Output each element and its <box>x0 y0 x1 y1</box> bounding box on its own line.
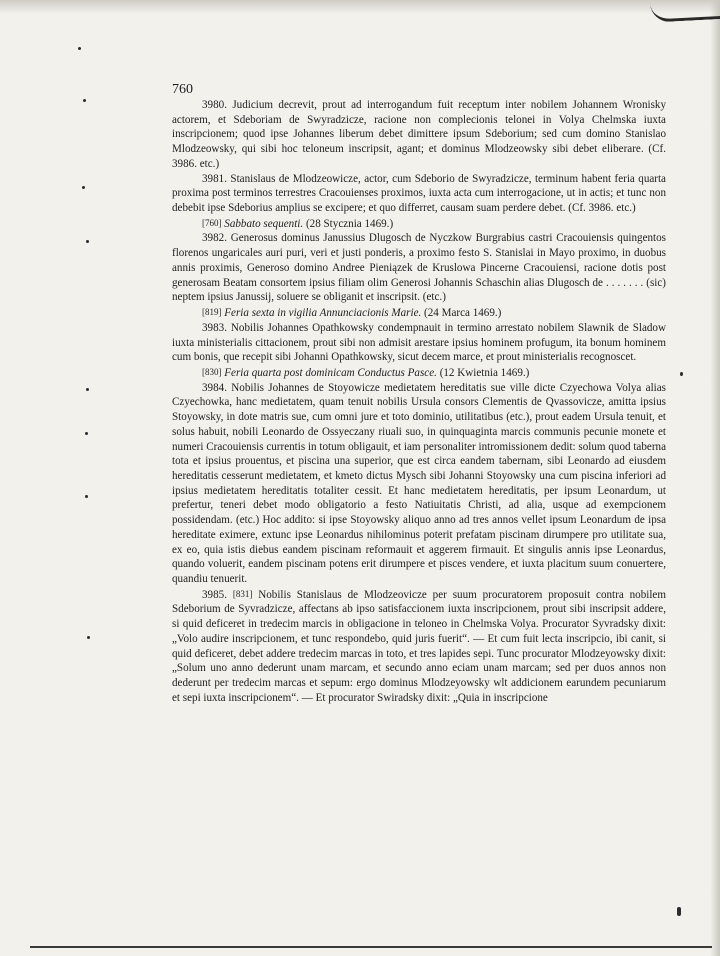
entry-number: 3982. <box>202 232 227 245</box>
date-modern: (24 Marca 1469.) <box>424 307 502 320</box>
marginal-number: [831] <box>232 588 253 599</box>
entry-text: Nobilis Johannes de Stoyowicze medietatem hereditatis sue ville dicte Czyechowa Volya alias Czyechowka, hanc medietatem, quam tenuit nobilis Ursula consors Clementis de Qvassovicze, amitta ipsius Stoyowsky, in dote matris sue, cum omni jure et toto dominio, utilitatibus (etc.), prout eadem Ursula tenuit, et solus habuit, nobili Leonardo de Ossyeczany riuali suo, in quinquaginta marcis communis pecunie monete et numeri Cracouiensis currentis in totum obligauit, et iam personaliter intromissionem dedit: solum quod taberna tota et ipsius prouentus, et piscina una superior, que est circa eandem tabernam, sibi Leonardo ad eiusdem hereditatis cesserunt medietatem, et kmeto dictus Mysch sibi Johanni Stoyowsky una cum piscina inferiori ad ipsius medietatem hereditatis totaliter cessit. Et hanc medietatem hereditatis, per ipsum Leonardum, ut prefertur, teneri debet modo obligatorio a festo Natiuitatis Christi, ad alia, usque ad exempcionem possidendam. (etc.) Hoc addito: si ipse Stoyowsky aliquo anno ad tres annos vellet ipsum Leonardum de ipsa hereditate eximere, extunc ipse Leonardus nihilominus poterit prefatam piscinam dirumpere pro utilitate sua, ex eo, quia istis diebus eandem piscinam reformauit et aggerem firmauit. Et singulis annis ipse Leonardus, quando voluerit, eandem piscinam potens erit dirumpere et pisces vendere, et iuxta placitum suum conuertere, quandiu tenuerit. <box>172 381 666 585</box>
entry-text: Stanislaus de Mlodzeowicze, actor, cum Sdeborio de Swyradzicze, terminum habent feria quarta proxima post terminos terrestres Cracouienses proximos, iuxta acta cum interrogacione, ut in actis; et tunc non debebit ipse Sdeborius amplius se excipere; et quo differret, causam suam perdere debet. (Cf. 3986. etc.) <box>172 172 666 215</box>
date-latin: Feria sexta in vigilia Annunciacionis Marie. <box>224 307 422 320</box>
speck <box>86 388 89 391</box>
speck <box>680 372 683 376</box>
entry-3983 <box>172 321 666 365</box>
date-modern: (12 Kwietnia 1469.) <box>439 366 530 379</box>
page-corner-curl <box>650 0 720 23</box>
date-heading <box>172 216 666 232</box>
entry-3980 <box>172 98 666 172</box>
entry-3981 <box>172 172 666 216</box>
entry-text: Generosus dominus Janussius Dlugosch de Nyczkow Burgrabius castri Cracouiensis quingentos florenos ungaricales auri puri, veri et justi ponderis, a proximo festo S. Stanislai in Mayo proximo, in duobus annis proximis, Generoso domino Andree Pieniązek de Kruslowa Pincerne Cracouiensi, racione dotis post generosam Beatam consortem ipsius filiam olim Generosi Johannis Schaschin alias Dlugosch de . . . . . . . (sic) neptem ipsius Janussij, soluere se obliganit et inscripsit. (etc.) <box>172 232 666 304</box>
speck <box>87 636 90 639</box>
speck <box>82 186 85 189</box>
page-number: 760 <box>172 82 193 97</box>
entry-number: 3984. <box>202 381 227 394</box>
date-latin: Feria quarta post dominicam Conductus Pasce. <box>224 366 437 379</box>
speck <box>85 495 88 498</box>
speck <box>86 240 89 243</box>
date-latin: Sabbato sequenti. <box>224 217 304 230</box>
marginal-number: [819] <box>202 307 222 318</box>
speck <box>85 432 88 435</box>
page-top-shadow <box>0 0 720 14</box>
date-modern: (28 Stycznia 1469.) <box>305 217 394 230</box>
entry-3984 <box>172 381 666 587</box>
speck <box>83 99 86 102</box>
bottom-edge-line <box>30 946 712 948</box>
page-right-shadow <box>710 0 720 956</box>
entry-text: Nobilis Johannes Opathkowsky condempnauit in termino arrestato nobilem Slawnik de Sladow iuxta ministerialis cittacionem, prout sibi non admisit arestare ipsius hominem profugum, ita bonum hominem cum bonis, que recepit sibi Johanni Opathkowsky, sicut decem marce, et prout ministerialis recognoscet. <box>172 321 666 364</box>
date-heading <box>172 365 666 381</box>
marginal-number: [830] <box>202 366 222 377</box>
marginal-number: [760] <box>202 217 222 228</box>
entry-number: 3981. <box>202 172 227 185</box>
speck <box>78 47 81 50</box>
speck <box>677 907 681 916</box>
date-heading <box>172 305 666 321</box>
entry-text: Nobilis Stanislaus de Mlodzeovicze per suum procuratorem proposuit contra nobilem Sdeborium de Syvradzicze, affectans ab ipso satisfaccionem iuxta inscripcionem, prout sibi inscripsit addere, si quid deficeret in tredecim marcis in obligacione in teloneo in Chelmska Volya. Procurator Syvradsky dixit: „Volo audire inscripcionem, et tunc respondebo, quid juris fuerit“. — Et cum fuit lecta inscripcio, ibi canit, si quid deficeret, debet addere tredecim marcas in toto, et tres lapides sepi. Tunc procurator Mlodzeyowsky dixit: „Solum uno anno dederunt unam marcam, et secundo anno eciam unam marcam; sed per duos annos non dederunt per tredecim marcas et sepum: ergo dominus Mlodzeyowsky wlt addicionem earundem pecuniarum et sepi iuxta inscripcionem“. — Et procurator Swiradsky dixit: „Quia in inscripcione <box>172 588 666 704</box>
document-body <box>172 98 666 705</box>
entry-3982 <box>172 231 666 305</box>
entry-text: Judicium decrevit, prout ad interrogandum fuit receptum inter nobilem Johannem Wronisky actorem, et Sdeboriam de Swyradzicze, racione non complecionis teloneі in Volya Chelmska iuxta inscripcionem; quod ipse Johannes liberum debet dimittere ipsum Sdeborium; sed cum domino Stanislao Mlodzeowsky, qui sibi hoc teloneum inscripsit, agant; et dominus Mlodzeowsky sibi debet eliberare. (Cf. 3986. etc.) <box>172 99 666 170</box>
entry-number: 3980. <box>202 99 227 111</box>
entry-number: 3985. <box>202 588 227 601</box>
entry-number: 3983. <box>202 321 227 334</box>
entry-3985 <box>172 587 666 706</box>
